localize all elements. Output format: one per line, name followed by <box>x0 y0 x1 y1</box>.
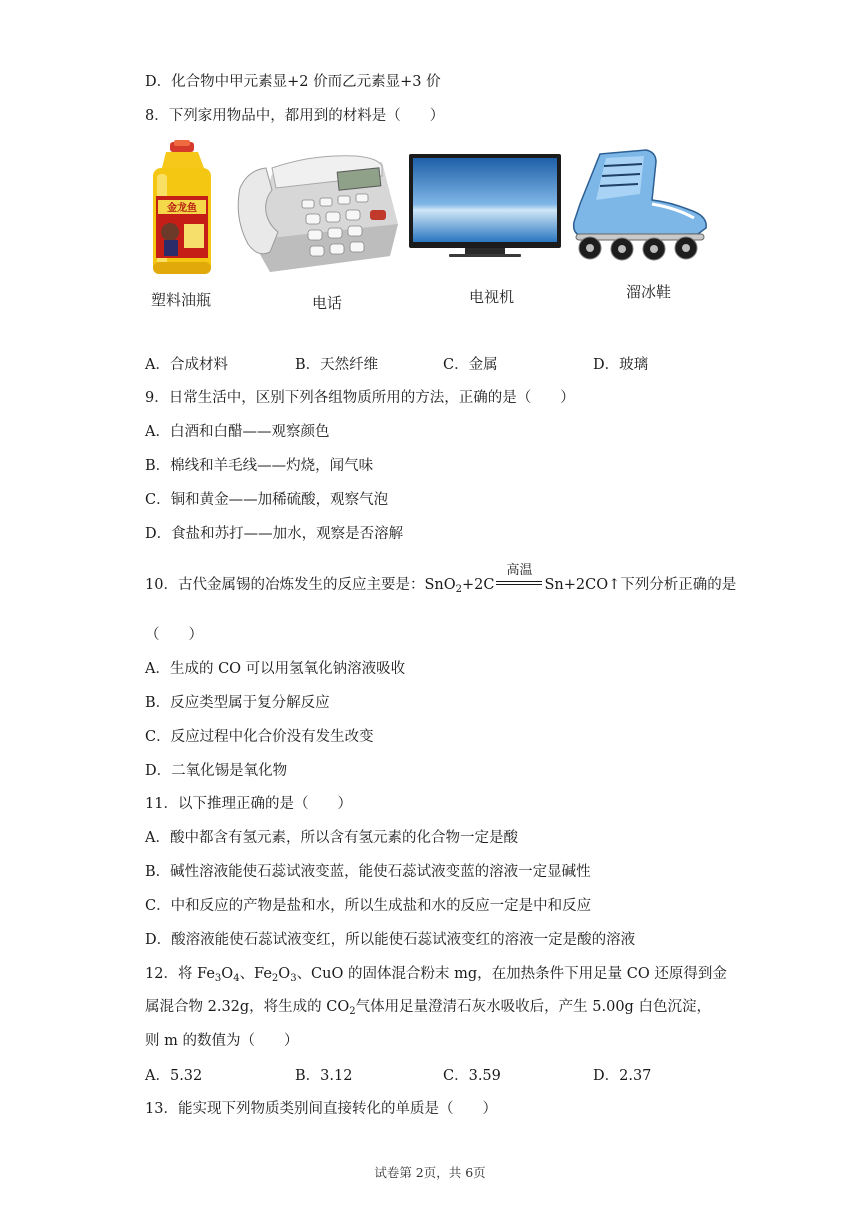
q10-option-c: C．反应过程中化合价没有发生改变 <box>145 729 374 745</box>
q10-stem-after: Sn+2CO↑下列分析正确的是 <box>544 577 737 593</box>
q7-option-d: D．化合物中甲元素显+2 价而乙元素显+3 价 <box>145 74 441 90</box>
q8-option-d: D．玻璃 <box>593 357 649 373</box>
oil-bottle-image <box>148 140 218 280</box>
q8-option-c: C．金属 <box>443 357 498 373</box>
q11-option-a: A．酸中都含有氢元素，所以含有氢元素的化合物一定是酸 <box>145 830 518 846</box>
q13-stem: 13．能实现下列物质类别间直接转化的单质是（ ） <box>145 1101 497 1117</box>
q12-line-3: 则 m 的数值为（ ） <box>145 1033 299 1049</box>
page-footer: 试卷第 2页，共 6页 <box>374 1165 486 1180</box>
q12-option-d: D．2.37 <box>593 1068 652 1084</box>
q12-line-1: 12．将 $Fe_3O_4$、$Fe_2O_3$、CuO 的固体混合粉末 mg，在加热条件下用足量 CO 还原得到金 <box>145 966 727 984</box>
television-image <box>409 154 561 258</box>
q12-option-a: A．5.32 <box>145 1068 203 1084</box>
caption-oil-bottle: 塑料油瓶 <box>151 291 212 309</box>
telephone-image <box>232 148 402 276</box>
q11-option-c: C．中和反应的产物是盐和水，所以生成盐和水的反应一定是中和反应 <box>145 898 592 914</box>
reaction-condition: 高温 <box>506 563 533 578</box>
q12-option-b: B．3.12 <box>295 1068 353 1084</box>
q8-stem: 8．下列家用物品中，都用到的材料是（ ） <box>145 108 445 124</box>
q9-option-d: D．食盐和苏打——加水，观察是否溶解 <box>145 526 404 542</box>
q12-line-2: 属混合物 2.32g，将生成的 $CO_2$气体用足量澄清石灰水吸收后，产生 5.00g 白色沉淀， <box>145 999 711 1017</box>
caption-roller-skate: 溜冰鞋 <box>626 283 672 301</box>
q11-option-d: D．酸溶液能使石蕊试液变红，所以能使石蕊试液变红的溶液一定是酸的溶液 <box>145 932 636 948</box>
q8-option-b: B．天然纤维 <box>295 357 379 373</box>
q10-stem: 10．古代金属锡的冶炼发生的反应主要是：SnO$_2$+2C 高温 Sn+2CO↑下列分析正确的是 <box>145 563 737 595</box>
q10-stem-mid: +2C <box>461 577 495 593</box>
q10-stem-paren: （ ） <box>145 627 203 643</box>
roller-skate-image <box>566 148 714 262</box>
q9-option-c: C．铜和黄金——加稀硫酸，观察气泡 <box>145 492 389 508</box>
q9-option-b: B．棉线和羊毛线——灼烧，闻气味 <box>145 458 374 474</box>
q9-option-a: A．白酒和白醋——观察颜色 <box>145 424 330 440</box>
oil-brand-label: 金龙鱼 <box>167 203 197 214</box>
q10-option-a: A．生成的 CO 可以用氢氧化钠溶液吸收 <box>145 661 406 677</box>
q12-option-c: C．3.59 <box>443 1068 501 1084</box>
caption-television: 电视机 <box>469 288 515 306</box>
caption-telephone: 电话 <box>312 294 343 312</box>
q9-stem: 9．日常生活中，区别下列各组物质所用的方法，正确的是（ ） <box>145 390 575 406</box>
q10-stem-before: 10．古代金属锡的冶炼发生的反应主要是：SnO <box>145 577 456 593</box>
reaction-arrow <box>494 563 544 595</box>
q8-option-a: A．合成材料 <box>145 357 228 373</box>
q11-stem: 11．以下推理正确的是（ ） <box>145 796 352 812</box>
q11-option-b: B．碱性溶液能使石蕊试液变蓝，能使石蕊试液变蓝的溶液一定显碱性 <box>145 864 591 880</box>
q10-option-b: B．反应类型属于复分解反应 <box>145 695 330 711</box>
q10-option-d: D．二氧化锡是氧化物 <box>145 763 288 779</box>
